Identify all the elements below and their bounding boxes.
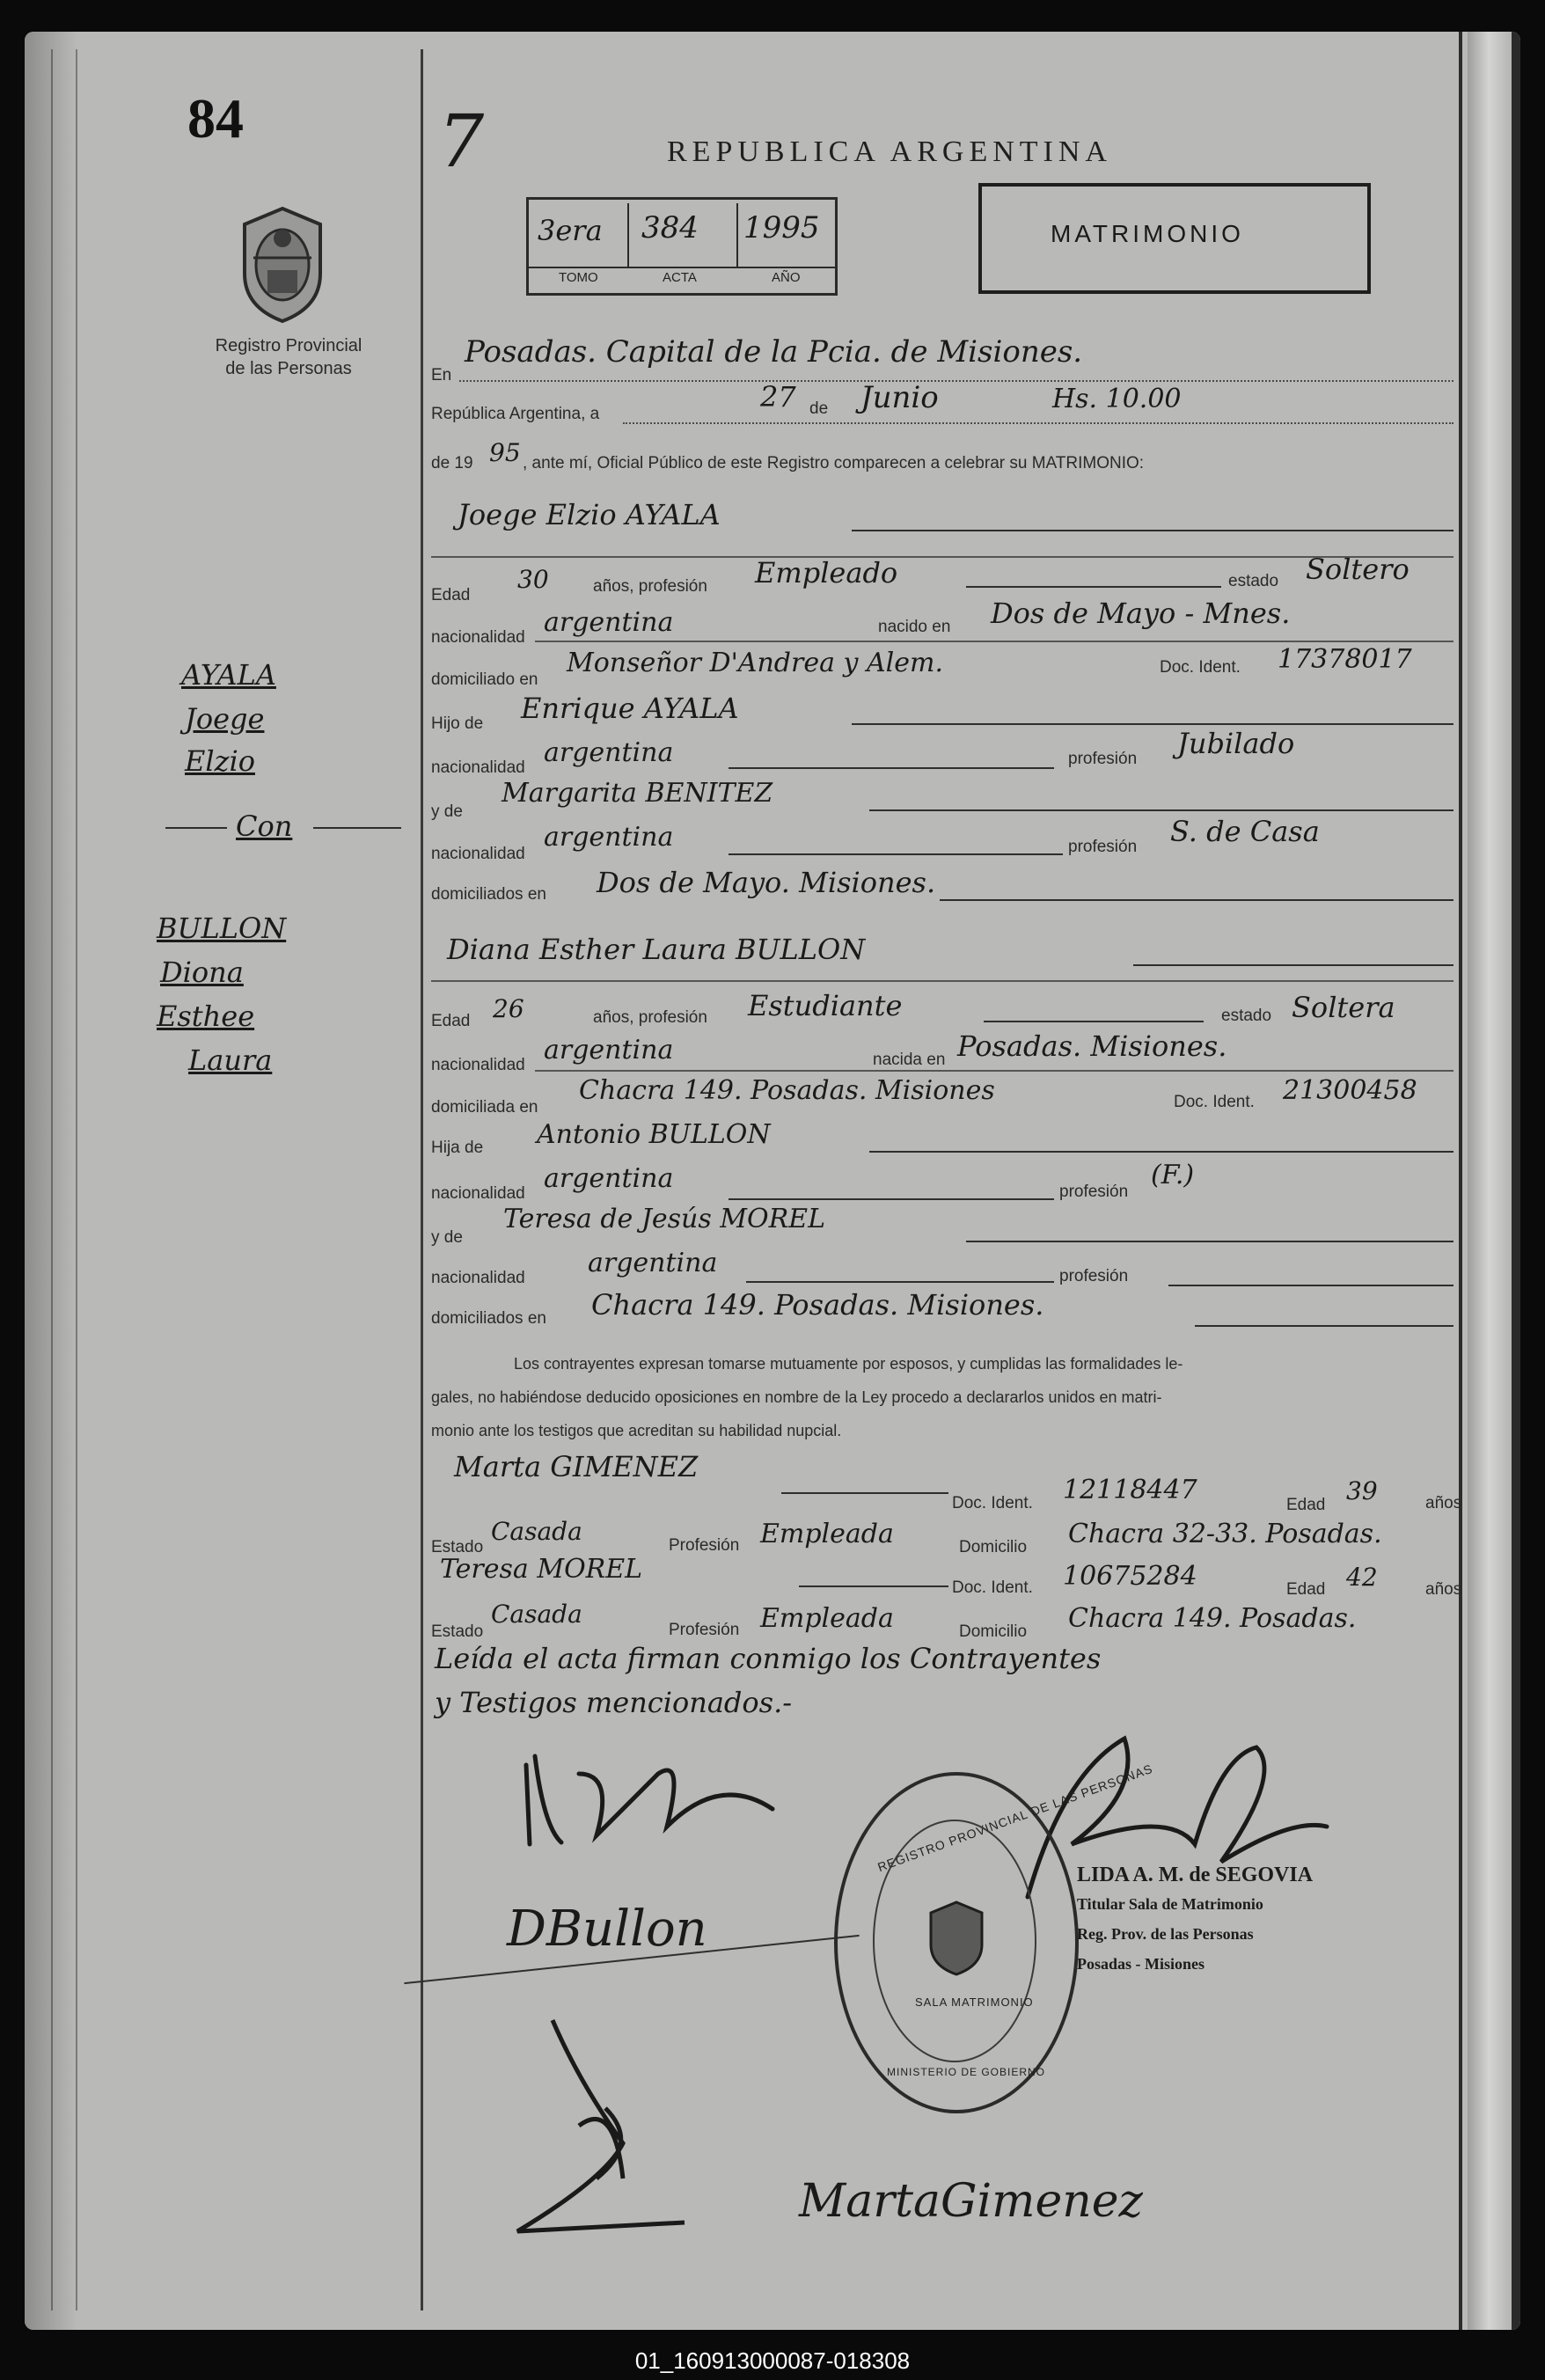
binding-edge — [1512, 32, 1520, 2330]
bride-mother-nac-label: nacionalidad — [431, 1269, 525, 1287]
groom-age: 30 — [517, 565, 549, 594]
bride-parents-dom: Chacra 149. Posadas. Misiones. — [591, 1288, 1044, 1322]
register-page — [25, 32, 1520, 2330]
groom-mother-nac: argentina — [544, 822, 674, 853]
bride-address: Chacra 149. Posadas. Misiones — [579, 1075, 995, 1106]
bride-mother-nac: argentina — [588, 1248, 718, 1278]
witness2-name: Teresa MOREL — [440, 1554, 643, 1585]
groom-estado-label: estado — [1228, 572, 1279, 590]
witness1-estado: Casada — [491, 1517, 582, 1546]
margin-bride-name2: Esthee — [157, 1000, 255, 1033]
margin-groom-name1: Joege — [185, 702, 265, 736]
declaration-line2: gales, no habiéndose deducido oposiciones en nombre de la Ley procedo a declararlos unidos en matri- — [431, 1388, 1162, 1406]
bride-estado: Soltera — [1292, 991, 1395, 1024]
bride-father-nac-label: nacionalidad — [431, 1184, 525, 1203]
groom-doc: 17378017 — [1278, 644, 1412, 675]
stamp-emblem-icon — [926, 1899, 987, 1978]
margin-groom-name2: Elzio — [185, 744, 255, 778]
margin-bride-name3: Laura — [188, 1044, 273, 1077]
witness2-estado: Casada — [491, 1600, 582, 1629]
margin-bride-surname: BULLON — [157, 912, 287, 945]
bride-age: 26 — [493, 994, 524, 1023]
bride-nacida-label: nacida en — [873, 1051, 946, 1069]
groom-hijo-label: Hijo de — [431, 714, 484, 733]
groom-name: Joege Elzio AYALA — [458, 498, 721, 531]
groom-dom-label: domiciliado en — [431, 670, 538, 689]
witness1-anos-label: años — [1425, 1494, 1462, 1512]
witness2-dom-label: Domicilio — [959, 1622, 1028, 1641]
bride-edad-label: Edad — [431, 1012, 471, 1030]
ceremony-hour: Hs. 10.00 — [1052, 384, 1182, 414]
bride-hija-label: Hija de — [431, 1139, 484, 1157]
bride-dom-label: domiciliada en — [431, 1098, 538, 1117]
witness2-edad-label: Edad — [1286, 1580, 1326, 1599]
image-id-footer: 01_160913000087-018308 — [634, 2347, 911, 2374]
groom-nacido-label: nacido en — [878, 618, 951, 636]
groom-father-prof: Jubilado — [1177, 727, 1295, 760]
margin-rule — [421, 49, 423, 2310]
witness2-address: Chacra 149. Posadas. — [1068, 1603, 1357, 1634]
bride-nationality: argentina — [544, 1035, 674, 1066]
en-label: En — [431, 366, 452, 384]
tomo-label: TOMO — [559, 270, 598, 285]
tomo-value: 3era — [538, 214, 603, 247]
groom-profession: Empleado — [755, 556, 898, 590]
groom-nac-label: nacionalidad — [431, 628, 525, 647]
country-heading: REPUBLICA ARGENTINA — [667, 135, 1112, 168]
groom-mother-prof-label: profesión — [1068, 838, 1138, 856]
groom-birthplace: Dos de Mayo - Mnes. — [991, 597, 1291, 630]
witness1-doc-label: Doc. Ident. — [952, 1494, 1033, 1512]
bride-father-prof: (F.) — [1151, 1160, 1195, 1190]
year-prefix: de 19 — [431, 454, 473, 472]
groom-father-nac-label: nacionalidad — [431, 758, 525, 777]
registry-name — [192, 334, 385, 380]
witness2-age: 42 — [1346, 1563, 1378, 1592]
stamp-bottom-text: MINISTERIO DE GOBIERNO — [887, 2066, 1046, 2078]
groom-doc-label: Doc. Ident. — [1160, 658, 1241, 677]
groom-yde-label: y de — [431, 802, 463, 821]
declaration-line3: monio ante los testigos que acreditan su habilidad nupcial. — [431, 1422, 842, 1439]
ceremony-day: 27 — [760, 380, 796, 414]
bride-name: Diana Esther Laura BULLON — [447, 933, 866, 966]
signature-witness2: MartaGimenez — [799, 2175, 1143, 2228]
witness2-profession: Empleada — [760, 1603, 894, 1634]
right-rule — [1459, 32, 1462, 2330]
bride-estado-label: estado — [1221, 1007, 1272, 1025]
bride-father-nac: argentina — [544, 1163, 674, 1194]
bride-father-prof-label: profesión — [1059, 1183, 1129, 1201]
groom-father-nac: argentina — [544, 737, 674, 768]
coat-of-arms-icon — [236, 203, 329, 326]
margin-bride-name1: Diona — [160, 956, 244, 989]
groom-address: Monseñor D'Andrea y Alem. — [567, 648, 943, 678]
groom-mother-nac-label: nacionalidad — [431, 845, 525, 863]
official-title: Titular Sala de Matrimonio — [1077, 1895, 1263, 1913]
page-edge-lines — [51, 49, 77, 2310]
witness1-age: 39 — [1346, 1476, 1378, 1505]
bride-nac-label: nacionalidad — [431, 1056, 525, 1074]
acta-value: 384 — [641, 210, 699, 245]
signature-witness1-mark — [500, 2003, 702, 2249]
record-type: MATRIMONIO — [1051, 220, 1244, 247]
bride-profession: Estudiante — [748, 989, 903, 1022]
bride-birthplace: Posadas. Misiones. — [957, 1029, 1227, 1063]
official-name: LIDA A. M. de SEGOVIA — [1077, 1864, 1314, 1886]
bride-doc: 21300458 — [1283, 1075, 1417, 1106]
bride-yde-label: y de — [431, 1228, 463, 1247]
groom-estado: Soltero — [1306, 553, 1410, 586]
ceremony-year: 95 — [489, 438, 521, 467]
witness1-profession: Empleada — [760, 1519, 894, 1549]
groom-nationality: argentina — [544, 607, 674, 638]
witness2-anos-label: años — [1425, 1580, 1462, 1599]
official-city: Posadas - Misiones — [1077, 1955, 1205, 1973]
witness1-doc: 12118447 — [1063, 1475, 1197, 1505]
folio-mark: 7 — [438, 100, 485, 184]
acta-number-box — [526, 197, 838, 296]
bride-mother: Teresa de Jesús MOREL — [503, 1204, 825, 1234]
ceremony-month: Junio — [860, 380, 939, 415]
witness1-address: Chacra 32-33. Posadas. — [1068, 1519, 1382, 1549]
margin-con: Con — [236, 809, 293, 843]
ceremony-statement: , ante mí, Oficial Público de este Registro comparecen a celebrar su MATRIMONIO: — [523, 454, 1145, 472]
signature-bride: DBullon — [507, 1900, 707, 1958]
ceremony-place: Posadas. Capital de la Pcia. de Misiones. — [465, 334, 1083, 370]
bride-father: Antonio BULLON — [537, 1119, 771, 1150]
stamp-center-text: SALA MATRIMONIO — [915, 1996, 1034, 2009]
acta-label: ACTA — [663, 270, 697, 285]
witness2-estado-label: Estado — [431, 1622, 484, 1641]
de-label: de — [809, 399, 829, 418]
margin-groom-surname: AYALA — [181, 658, 276, 692]
groom-parents-dom-label: domiciliados en — [431, 885, 546, 904]
witness1-estado-label: Estado — [431, 1538, 484, 1556]
witness2-doc: 10675284 — [1063, 1561, 1197, 1592]
ano-label: AÑO — [772, 270, 801, 285]
registry-line1: Registro Provincial — [215, 336, 362, 355]
closing-line1: Leída el acta firman conmigo los Contrayentes — [435, 1642, 1102, 1675]
groom-father-prof-label: profesión — [1068, 750, 1138, 768]
witness2-doc-label: Doc. Ident. — [952, 1578, 1033, 1597]
bride-parents-dom-label: domiciliados en — [431, 1309, 546, 1328]
official-registry: Reg. Prov. de las Personas — [1077, 1925, 1254, 1943]
groom-mother-prof: S. de Casa — [1170, 815, 1320, 848]
groom-parents-dom: Dos de Mayo. Misiones. — [597, 866, 936, 899]
witness2-prof-label: Profesión — [669, 1621, 740, 1639]
witness1-name: Marta GIMENEZ — [454, 1450, 699, 1483]
ano-value: 1995 — [743, 210, 820, 245]
republica-label: República Argentina, a — [431, 405, 600, 423]
witness1-prof-label: Profesión — [669, 1536, 740, 1555]
registry-line2: de las Personas — [225, 359, 352, 378]
bride-anos-label: años, profesión — [593, 1008, 707, 1027]
witness1-dom-label: Domicilio — [959, 1538, 1028, 1556]
groom-edad-label: Edad — [431, 586, 471, 604]
bride-mother-prof-label: profesión — [1059, 1267, 1129, 1285]
witness1-edad-label: Edad — [1286, 1496, 1326, 1514]
stamp-ring-text: REGISTRO PROVINCIAL DE LAS PERSONAS — [875, 1761, 1155, 1875]
groom-father: Enrique AYALA — [521, 692, 739, 725]
page-number: 84 — [187, 87, 244, 150]
declaration-line1: Los contrayentes expresan tomarse mutuamente por esposos, y cumplidas las formalidades le- — [514, 1355, 1183, 1373]
bride-doc-label: Doc. Ident. — [1174, 1093, 1255, 1111]
groom-anos-label: años, profesión — [593, 577, 707, 596]
groom-mother: Margarita BENITEZ — [502, 778, 773, 809]
signature-groom — [509, 1739, 790, 1879]
closing-line2: y Testigos mencionados.- — [435, 1686, 793, 1719]
